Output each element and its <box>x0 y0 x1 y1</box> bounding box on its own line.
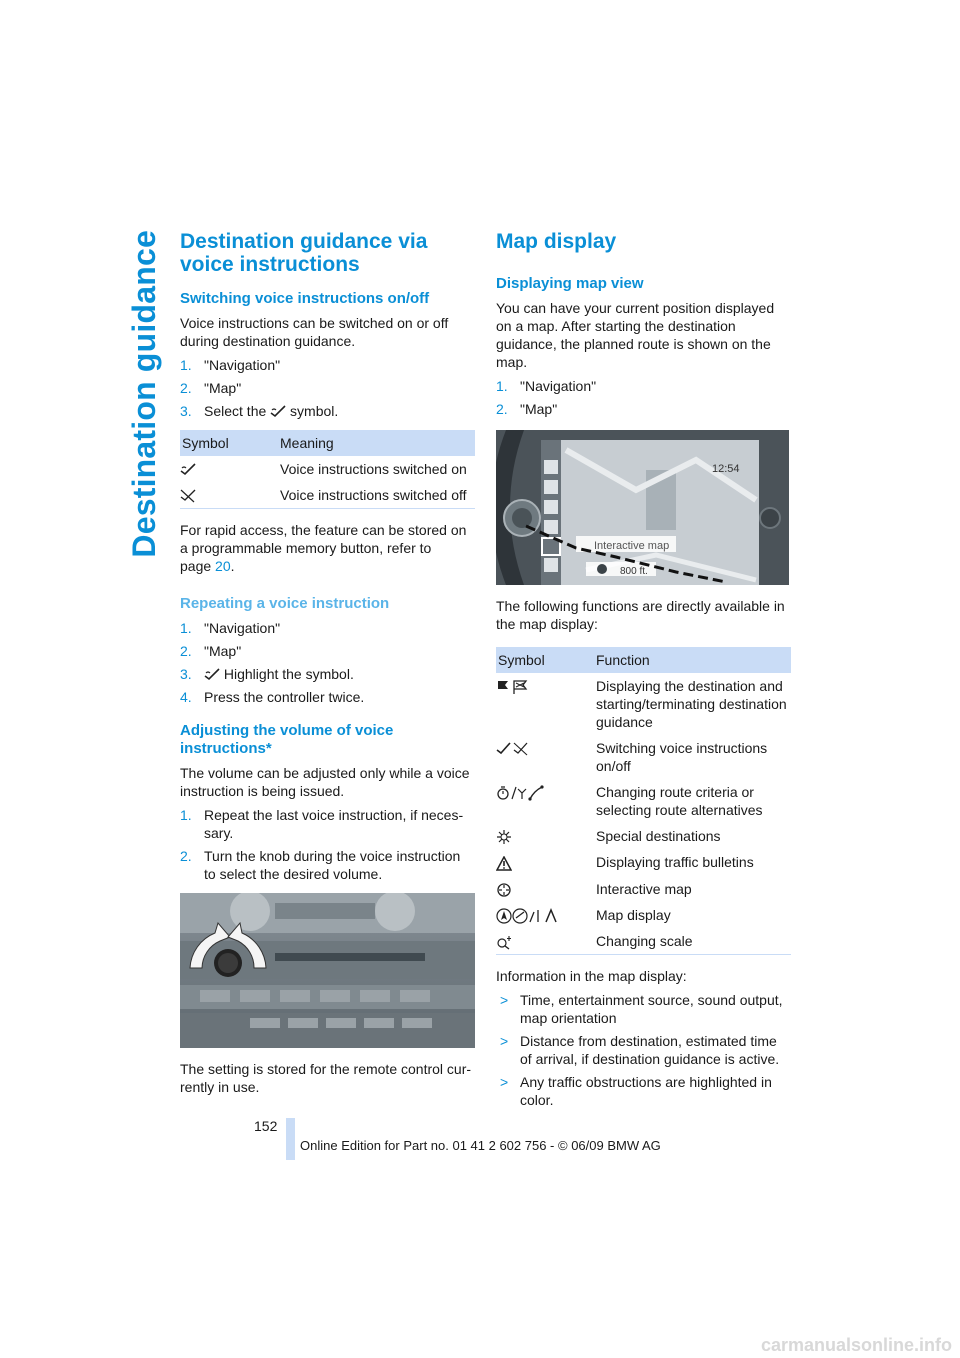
left-column <box>180 230 475 1102</box>
paragraph: The volume can be adjusted only while a voice instruction is being issued. <box>180 765 470 799</box>
table-row: Changing route criteria or selecting route alternatives <box>496 779 791 823</box>
table-row: Displaying traffic bulletins <box>496 849 791 875</box>
list-item: 1. "Navigation" <box>180 357 281 373</box>
list-item: 3. Highlight the symbol. <box>180 666 354 682</box>
list-item: 4. Press the controller twice. <box>180 689 365 705</box>
list-item: 1. Repeat the last voice instruction, if necessary. <box>180 807 464 841</box>
scale-icon <box>496 933 514 949</box>
table-header: Function <box>596 647 791 673</box>
footer-edition-text: Online Edition for Part no. 01 41 2 602 756 - © 06/09 BMW AG <box>300 1138 661 1153</box>
voice-toggle-icon <box>496 740 530 756</box>
table-header: Meaning <box>280 430 475 456</box>
map-interactive-label: Interactive map <box>594 540 670 552</box>
map-display-icon <box>496 907 558 923</box>
steps-list <box>496 377 791 418</box>
list-item: 3. Select the symbol. <box>180 403 339 419</box>
paragraph: The following functions are directly available in the map display: <box>496 598 785 632</box>
paragraph: You can have your current position displayed on a map. After starting the destination guidance, the planned route is shown on the map. <box>496 300 775 370</box>
table-row: Voice instructions switched off <box>180 482 475 509</box>
list-item: 1. "Navigation" <box>180 620 281 636</box>
paragraph: Information in the map display: <box>496 968 687 985</box>
interactive-map-icon <box>496 881 512 897</box>
table-row: Switching voice instructions on/off <box>496 735 791 779</box>
table-header: Symbol <box>180 430 280 456</box>
table-row: Map display <box>496 902 791 928</box>
list-item: > Time, entertainment source, sound output, map orientation <box>500 992 783 1027</box>
steps-list <box>180 619 475 706</box>
list-item: > Distance from destination, estimated time of arrival, if destination guidance is active. <box>500 1033 780 1068</box>
list-item: 2. "Map" <box>180 380 242 396</box>
subheading-repeating: Repeating a voice instruction <box>180 595 390 612</box>
table-row: Special destinations <box>496 823 791 849</box>
destination-flags-icon <box>496 678 530 694</box>
voice-on-icon <box>204 666 220 682</box>
subheading-switching: Switching voice instructions on/off <box>180 290 430 307</box>
map-time-label: 12:54 <box>712 463 740 475</box>
map-screen-photo <box>496 430 789 585</box>
table-row: Voice instructions switched on <box>180 456 475 482</box>
paragraph: For rapid access, the feature can be stored on a programmable memory button, refer to page 20. <box>180 522 467 574</box>
page-number: 152 <box>254 1118 278 1134</box>
list-item: 2. Turn the knob during the voice instruction to select the desired volume. <box>180 848 461 882</box>
table-row: Displaying the destination and starting/terminating destination guidance <box>496 673 791 735</box>
route-criteria-icon <box>496 784 544 800</box>
table-header: Symbol <box>496 647 596 673</box>
map-scale-label: 800 ft. <box>620 566 648 577</box>
map-function-table <box>496 647 791 955</box>
footer-accent-bar <box>286 1118 295 1160</box>
list-item: > Any traffic obstructions are highlighted in color. <box>500 1074 772 1109</box>
info-bullets <box>496 991 791 1109</box>
watermark: carmanualsonline.info <box>760 1335 952 1355</box>
voice-off-icon <box>180 487 196 503</box>
list-item: 1. "Navigation" <box>496 378 597 394</box>
list-item: 2. "Map" <box>180 643 242 659</box>
special-destinations-icon <box>496 828 512 844</box>
page-link[interactable]: 20 <box>215 558 231 574</box>
voice-on-icon <box>270 403 286 419</box>
voice-on-icon <box>180 461 196 477</box>
steps-list <box>180 806 475 883</box>
paragraph: Voice instructions can be switched on or off during destination guidance. <box>180 315 449 349</box>
steps-list <box>180 356 475 420</box>
section-heading-map: Map display <box>496 230 617 253</box>
section-heading-voice: Destination guidance via voice instructions <box>180 230 428 276</box>
voice-symbol-table <box>180 430 475 509</box>
table-row: Interactive map <box>496 876 791 902</box>
table-row: Changing scale <box>496 928 791 955</box>
paragraph: The setting is stored for the remote control currently in use. <box>180 1061 472 1095</box>
control-panel-photo <box>180 893 475 1048</box>
subheading-displaying: Displaying map view <box>496 275 644 292</box>
list-item: 2. "Map" <box>496 401 558 417</box>
right-column <box>496 230 791 1114</box>
traffic-warning-icon <box>496 854 512 870</box>
subheading-volume: Adjusting the volume of voice instructions* <box>180 722 394 757</box>
side-chapter-title: Destination guidance <box>126 230 162 558</box>
